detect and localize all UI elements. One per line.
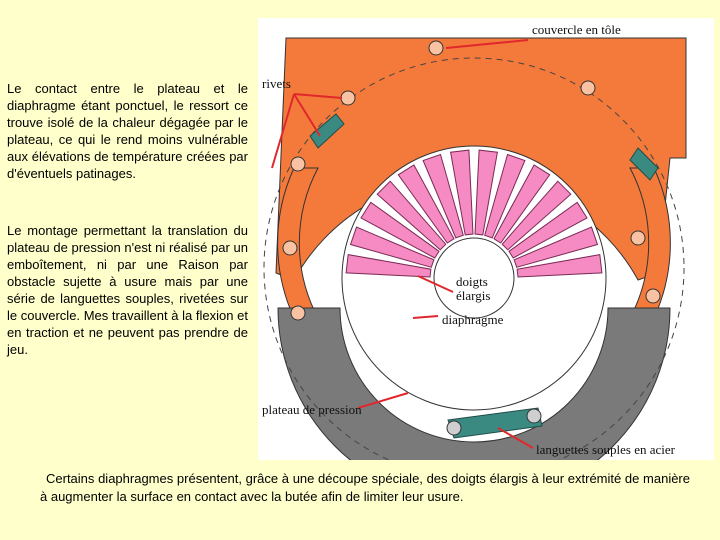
clutch-diagram xyxy=(258,18,714,460)
paragraph-contact: Le contact entre le plateau et le diaphragme étant ponctuel, le ressort ce trouve isolé de la chaleur dégagée par le plateau, ce qui le rend moins vulnérable aux élévations de température créées par d'éventuels patinages. xyxy=(7,81,248,181)
label-languettes: languettes souples en acier xyxy=(536,442,675,457)
label-diaphragme: diaphragme xyxy=(442,312,504,327)
label-doigts-1: doigts xyxy=(456,274,488,289)
label-doigts-2: élargis xyxy=(456,288,491,303)
paragraph-montage: Le montage permettant la translation du plateau de pression n'est ni réalisé par un emboîtement, ni par une Raison par obstacle sujette à usure mais par une série de languettes souples, rivetées sur le couvercle. Mes travaillent à la flexion et en traction et ne peuvent pas prendre de jeu. xyxy=(7,223,248,357)
label-couvercle: couvercle en tôle xyxy=(532,22,621,37)
clutch-diagram-svg xyxy=(258,18,714,460)
caption-text: Certains diaphragmes présentent, grâce à une découpe spéciale, des doigts élargis à leur extrémité de manière à augmenter la surface en contact avec la butée afin de limiter leur usure. xyxy=(40,471,690,504)
label-plateau: plateau de pression xyxy=(262,402,362,417)
label-rivets: rivets xyxy=(262,76,291,91)
tab-rivet xyxy=(447,421,461,435)
tab-rivet xyxy=(527,409,541,423)
